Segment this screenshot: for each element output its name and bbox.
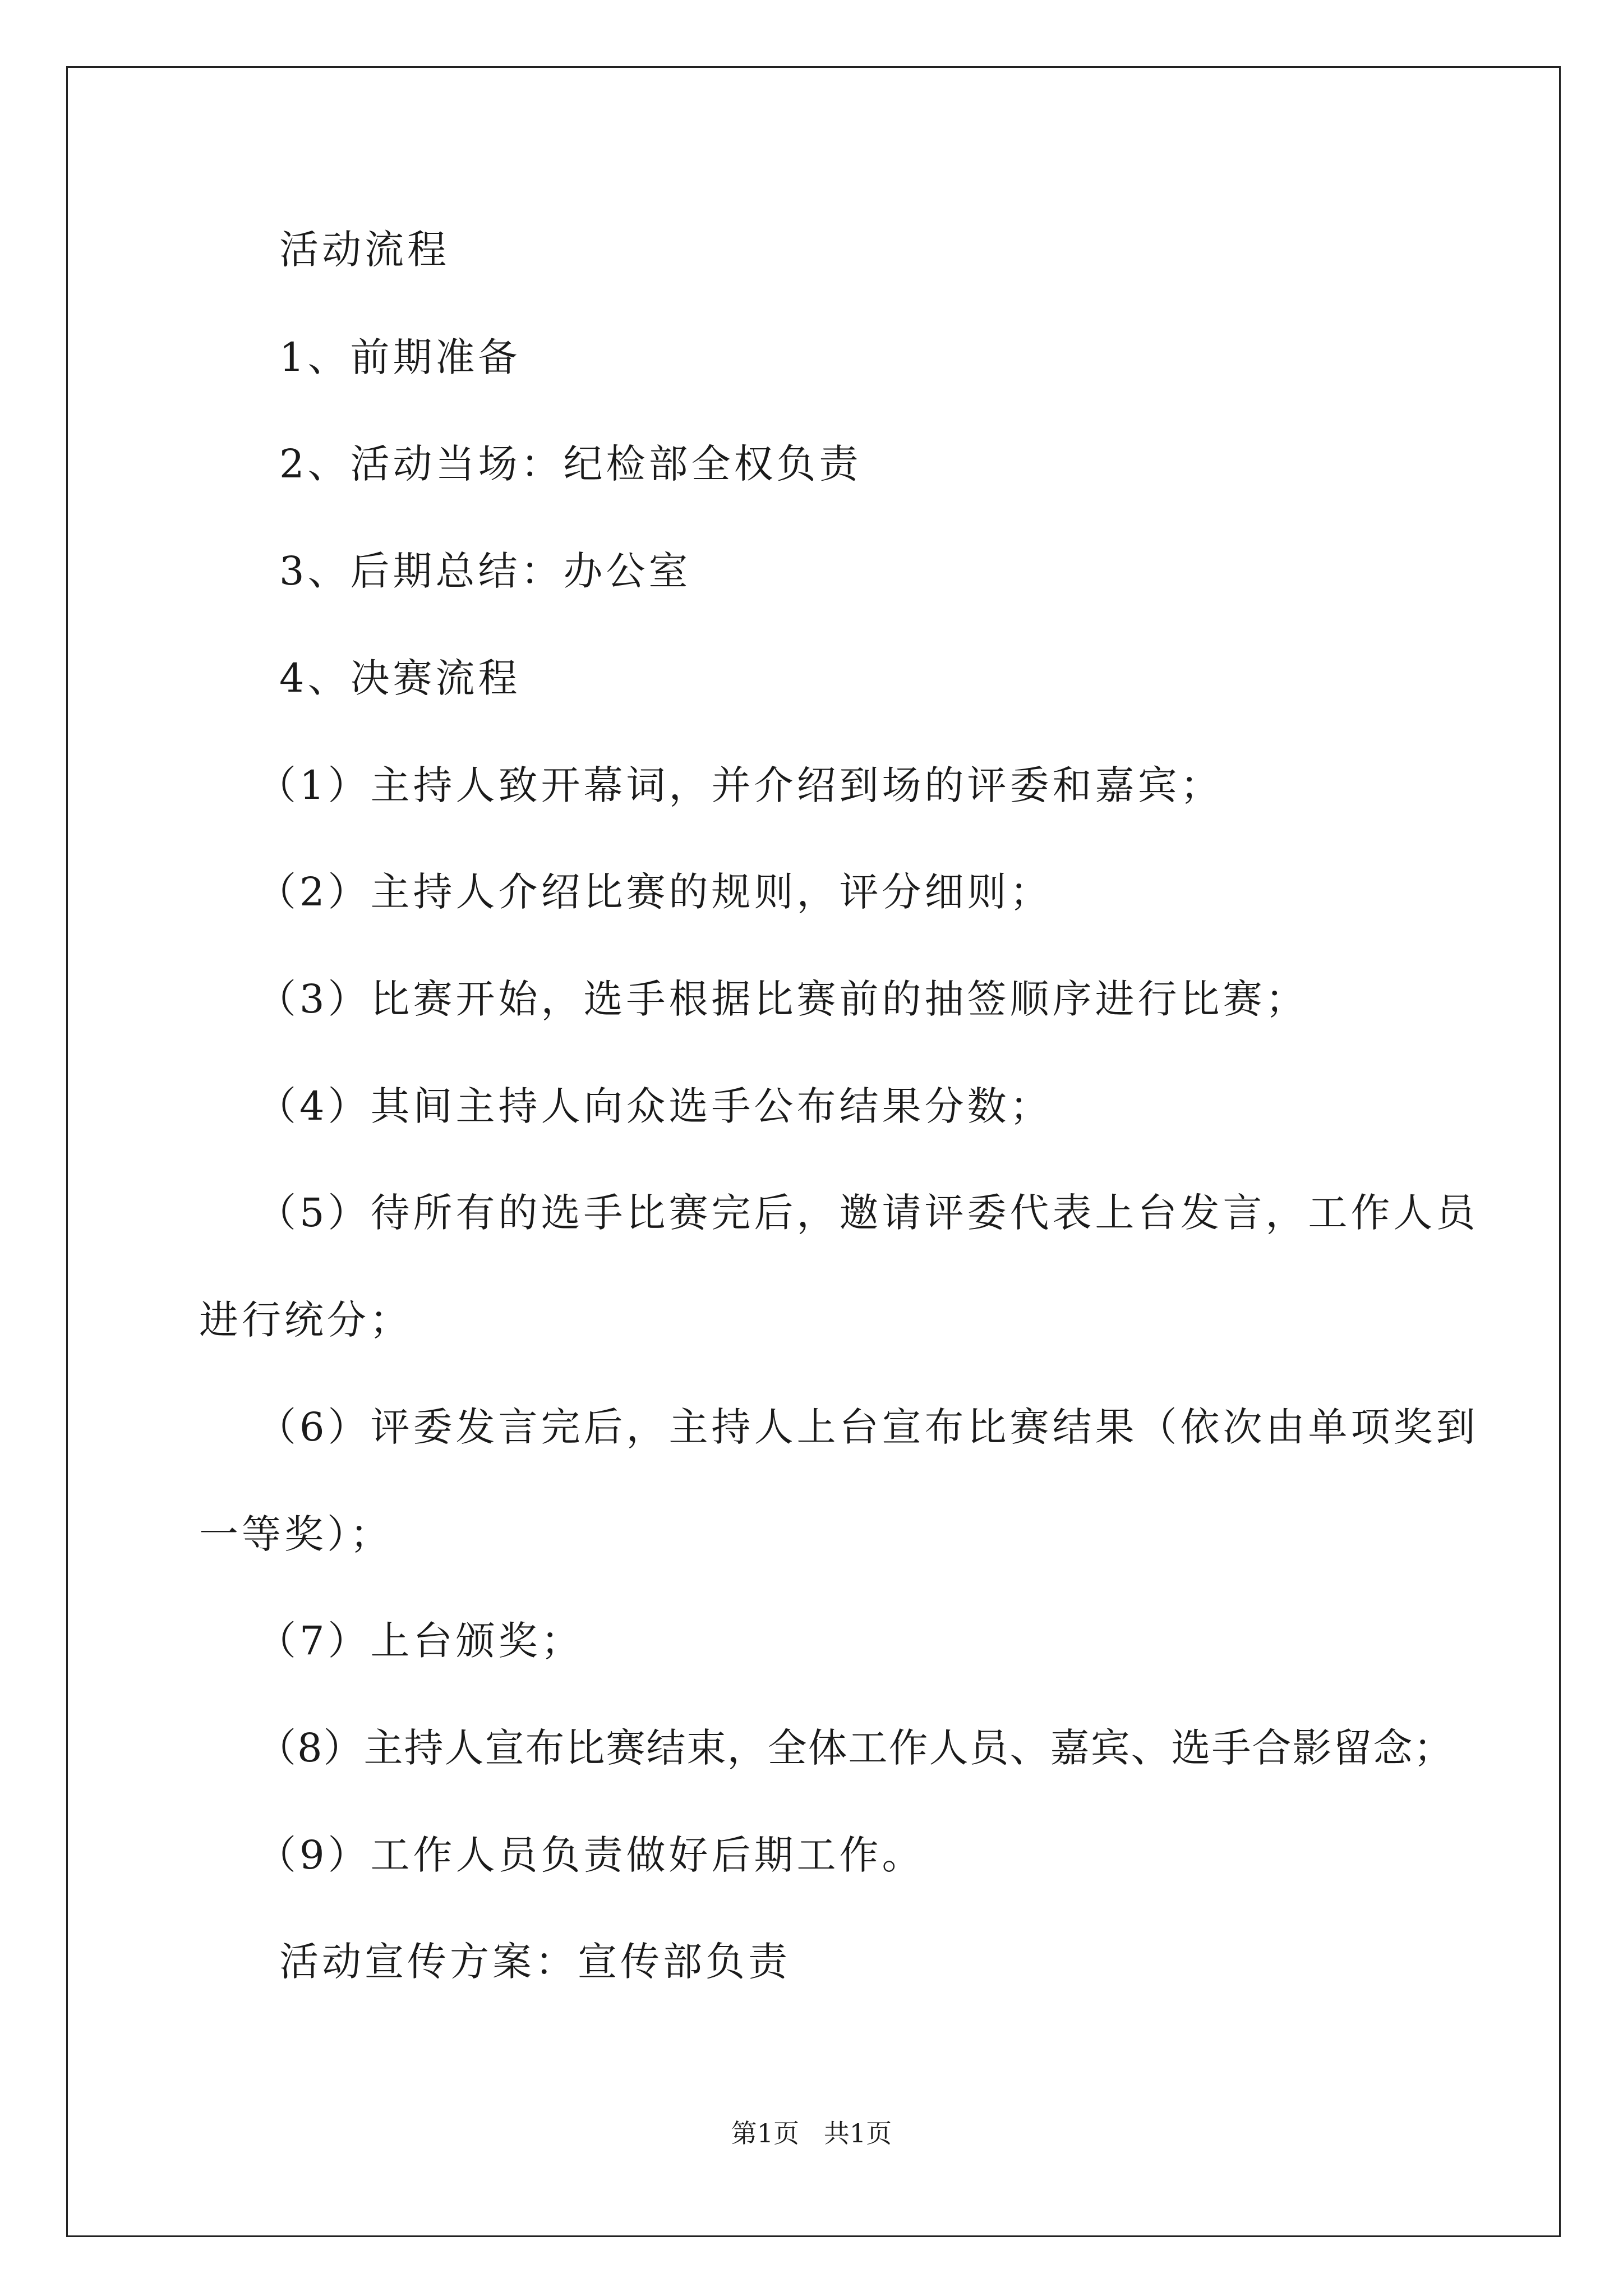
final-flow-item-2: （2）主持人介绍比赛的规则，评分细则； <box>257 869 1053 915</box>
publicity-plan: 活动宣传方案：宣传部负责 <box>279 1939 791 1985</box>
final-flow-item-4: （4）其间主持人向众选手公布结果分数； <box>257 1083 1053 1129</box>
final-flow-item-3: （3）比赛开始，选手根据比赛前的抽签顺序进行比赛； <box>257 976 1308 1022</box>
final-flow-item-7: （7）上台颁奖； <box>257 1618 584 1664</box>
step-4: 4、决赛流程 <box>279 655 521 701</box>
final-flow-item-6-line-2: 一等奖）； <box>199 1511 393 1557</box>
final-flow-item-9: （9）工作人员负责做好后期工作。 <box>257 1832 925 1878</box>
step-3: 3、后期总结：办公室 <box>279 548 691 594</box>
final-flow-item-5-line-2: 进行统分； <box>199 1297 412 1343</box>
page-border <box>66 66 1561 2237</box>
final-flow-item-8: （8）主持人宣布比赛结束，全体工作人员、嘉宾、选手合影留念； <box>257 1725 1454 1771</box>
final-flow-item-5-line-1: （5）待所有的选手比赛完后，邀请评委代表上台发言，工作人员 <box>257 1190 1479 1236</box>
final-flow-item-1: （1）主持人致开幕词，并介绍到场的评委和嘉宾； <box>257 762 1223 808</box>
step-2: 2、活动当场：纪检部全权负责 <box>279 441 862 487</box>
step-1: 1、前期准备 <box>279 334 521 380</box>
section-heading: 活动流程 <box>279 227 450 273</box>
final-flow-item-6-line-1: （6）评委发言完后，主持人上台宣布比赛结果（依次由单项奖到 <box>257 1404 1479 1450</box>
page-number-footer: 第1页 共1页 <box>731 2118 892 2148</box>
